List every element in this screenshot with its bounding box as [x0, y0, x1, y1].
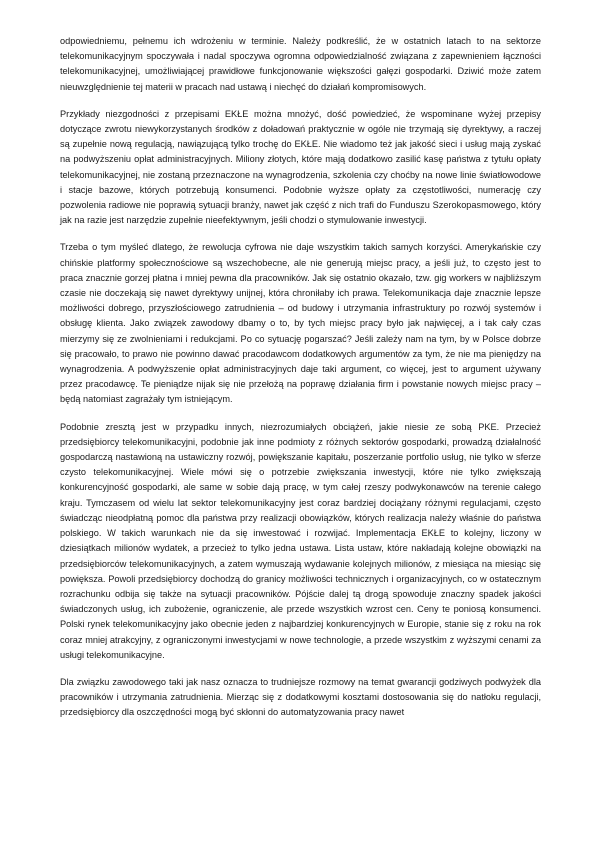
document-body [60, 34, 541, 733]
paragraph-5: Dla związku zawodowego taki jak nasz oznacza to trudniejsze rozmowy na temat gwarancji godziwych podwyżek dla pracowników i utrzymania zatrudnienia. Mierząc się z dodatkowymi kosztami dostosowania się do natłoku regulacji, przedsiębiorcy dla oszczędności mogą być skłonni do automatyzowania pracy nawet [60, 676, 541, 718]
paragraph-1: odpowiedniemu, pełnemu ich wdrożeniu w terminie. Należy podkreślić, że w ostatnich latach to na sektorze telekomunikacyjnym spoczywała i nadal spoczywa ogromna odpowiedzialność związana z zapewnieniem łączności telekomunikacyjnej, umożliwiającej prawidłowe funkcjonowanie większości gałęzi gospodarki. Dziwić może zatem nieuwzględnienie tej materii w pracach nad ustawą i niechęć do działań kompromisowych. [60, 36, 541, 92]
paragraph-2: Przykłady niezgodności z przepisami EKŁE można mnożyć, dość powiedzieć, że wspominane wyżej przepisy dotyczące zwrotu niewykorzystanych środków z doładowań praktycznie w ogóle nie trzymają się dyrektywy, a raczej są zupełnie nową regulacją, nawiązującą tylko trochę do EKŁE. Nie wiadomo też jak jakość sieci i usług mają zyskać na podwyższeniu opłat administracyjnych. Miliony złotych, które mają dodatkowo zasilić kasę państwa z tytułu opłaty telekomunikacyjnej, nie zostaną przeznaczone na wynagrodzenia, szkolenia czy choćby na nowe linie światłowodowe i stacje bazowe, których potrzebują konsumenci. Podobnie wyższe opłaty za częstotliwości, numerację czy pozwolenia radiowe nie poprawią sytuacji branży, nawet jak część z nich trafi do Funduszu Szerokopasmowego, który jak na razie jest narzędzie zupełnie nieefektywnym, jeśli chodzi o stymulowanie inwestycji. [60, 108, 541, 226]
paragraph-3: Trzeba o tym myśleć dlatego, że rewolucja cyfrowa nie daje wszystkim takich samych korzyści. Amerykańskie czy chińskie platformy społecznościowe są wszechobecne, ale nie generują miejsc pracy, a jeśli już, to często jest to praca znacznie gorzej płatna i mniej pewna dla pracowników. Jak się ostatnio okazało, tzw. gig workers w najbliższym czasie nie doczekają się nawet dyrektywy unijnej, która chroniłaby ich prawa. Telekomunikacja daje znacznie lepsze możliwości dobrego, przyszłościowego zatrudnienia – od budowy i utrzymania infrastruktury po rozwój systemów i obsługę klienta. Jako związek zawodowy dbamy o to, by tych miejsc pracy było jak najwięcej, a i tak cały czas mierzymy się ze zwolnieniami i redukcjami. Po co sytuację pogarszać? Jeśli zależy nam na tym, by w Polsce dobrze się pracowało, to prawo nie powinno dawać pracodawcom dodatkowych argumentów za tym, że nie ma pieniędzy na wynagrodzenia. A podwyższenie opłat administracyjnych daje taki argument, co więcej, jest to argument używany przez pracodawcę. Te pieniądze nijak się nie przełożą na poprawę działania firm i powstanie nowych miejsc pracy – będą natomiast zagrażały tym istniejącym. [60, 242, 541, 405]
paragraph-4: Podobnie zresztą jest w przypadku innych, niezrozumiałych obciążeń, jakie niesie ze sobą PKE. Przecież przedsiębiorcy telekomunikacyjni, podobnie jak inne podmioty z różnych sektorów gospodarki, prowadzą działalność gospodarczą nastawioną na ustawiczny rozwój, powiększanie kapitału, poszerzanie portfolio usług, nie tylko w sferze czysto telekomunikacyjnej. Wiele mówi się o potrzebie zwiększania inwestycji, które nie tylko zwiększają konkurencyjność gospodarki, ale same w sobie dają pracę, w tym całej rzeszy podwykonawców na terenie całego kraju. Tymczasem od wielu lat sektor telekomunikacyjny jest coraz bardziej dociążany różnymi regulacjami, często świadcząc nieodpłatną pomoc dla państwa przy realizacji obowiązków, których realizacja należy właśnie do państwa polskiego. W takich warunkach nie da się inwestować i rozwijać. Implementacja EKŁE to kolejny, liczony w dziesiątkach milionów wydatek, a przecież to tylko jedna ustawa. Lista ustaw, które nakładają kolejne obowiązki na przedsiębiorców telekomunikacyjnych, a zatem wymuszają wydawanie kolejnych milionów, z miesiąca na miesiąc się powiększa. Powoli przedsiębiorcy dochodzą do granicy możliwości technicznych i organizacyjnych, co w ostatecznym rozrachunku odbija się także na sytuacji pracowników. Pójście dalej tą drogą spowoduje znaczny spadek jakości świadczonych usług, ich zubożenie, ograniczenie, ale przede wszystkich wzrost cen. Ceny te poniosą konsumenci. Polski rynek telekomunikacyjny jako obecnie jeden z najbardziej konkurencyjnych w Europie, stanie się z roku na rok coraz mniej atrakcyjny, z ograniczonymi inwestycjami w nowe technologie, a przede wszystkim z wyższymi cenami za usługi telekomunikacyjne. [60, 421, 541, 660]
